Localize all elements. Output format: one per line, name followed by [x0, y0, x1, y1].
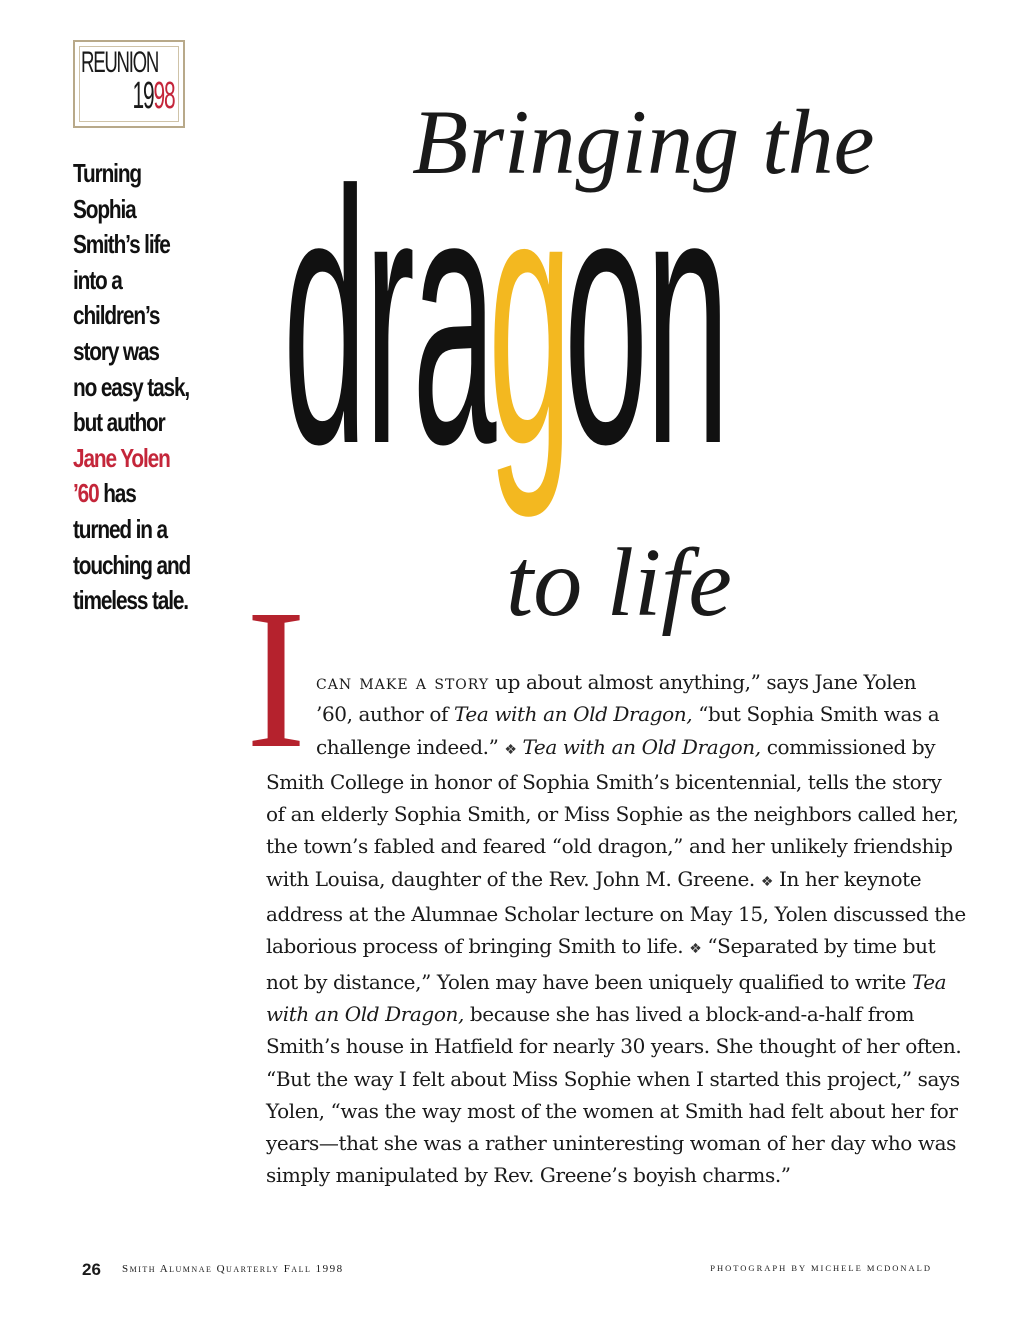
body-line: Yolen, “was the way most of the women at Smith had felt about her for — [266, 1098, 958, 1123]
deck-line: no easy task, — [73, 371, 190, 402]
drop-cap: I — [246, 569, 306, 790]
body-fragment: because she has lived a block-and-a-half from — [463, 1001, 915, 1026]
body-fragment: commissioned by — [760, 734, 936, 759]
headline-big-part-3: on — [563, 117, 727, 519]
ornament-icon: ❖ — [689, 941, 702, 958]
body-fragment: “Separated by time but — [701, 934, 936, 959]
logo-year-part-1: 19 — [132, 75, 154, 117]
body-fragment: up about almost anything,” says Jane Yolen — [489, 670, 917, 694]
body-fragment: not by distance,” Yolen may have been uniquely qualified to write — [266, 969, 912, 994]
headline-big-part-1: dra — [283, 117, 494, 519]
deck-line: turned in a — [73, 513, 167, 544]
book-title: Tea with an Old Dragon, — [516, 734, 761, 759]
publication-info: Smith Alumnae Quarterly Fall 1998 — [122, 1263, 344, 1275]
page-number: 26 — [82, 1260, 101, 1279]
body-line: Smith College in honor of Sophia Smith’s bicentennial, tells the story — [266, 769, 942, 794]
photo-credit: PHOTOGRAPH BY MICHELE MCDONALD — [710, 1263, 932, 1273]
deck-line: children’s — [73, 300, 160, 331]
page-footer — [82, 1260, 942, 1280]
headline-big-letter-g: g — [487, 117, 570, 519]
headline-big-word — [283, 117, 923, 519]
deck-class-year: ’60 — [73, 478, 99, 509]
deck-line: touching and — [73, 549, 191, 580]
body-fragment: with Louisa, daughter of the Rev. John M. Greene. — [266, 866, 761, 891]
deck-line-fragment: has — [98, 478, 136, 509]
reunion-1998-logo — [73, 40, 185, 128]
headline-bottom: to life — [506, 529, 732, 637]
lead-in-smallcaps: can make a story — [316, 670, 490, 694]
body-line: years—that she was a rather uninteresting woman of her day who was — [266, 1131, 957, 1156]
body-fragment: challenge indeed.” — [316, 734, 505, 759]
body-fragment: In her keynote — [773, 866, 922, 891]
deck-line: into a — [73, 264, 122, 295]
deck-line: but author — [73, 407, 165, 438]
deck-line: timeless tale. — [73, 585, 188, 616]
body-line — [266, 966, 947, 998]
deck-text — [73, 156, 209, 619]
body-line: address at the Alumnae Scholar lecture on May 15, Yolen discussed the — [266, 902, 966, 927]
body-line — [266, 731, 936, 766]
body-line — [266, 666, 931, 698]
deck-line: Sophia — [73, 193, 136, 224]
logo-year — [133, 76, 175, 116]
article-body — [266, 666, 966, 1192]
body-line: “But the way I felt about Miss Sophie when I started this project,” says — [266, 1066, 960, 1091]
ornament-icon: ❖ — [760, 873, 773, 890]
deck-line: Turning — [73, 158, 142, 188]
body-line — [266, 698, 940, 730]
body-line: simply manipulated by Rev. Greene’s boyish charms.” — [266, 1163, 791, 1188]
body-fragment: laborious process of bringing Smith to life. — [266, 934, 690, 959]
book-title: Tea — [911, 969, 947, 994]
body-line: of an elderly Sophia Smith, or Miss Sophie as the neighbors called her, — [266, 802, 959, 827]
deck-line: Smith’s life — [73, 229, 170, 260]
logo-year-part-2: 98 — [153, 75, 175, 117]
body-line: the town’s fabled and feared “old dragon,” and her unlikely friendship — [266, 834, 953, 859]
logo-word: REUNION — [81, 46, 159, 79]
headline-top: Bringing the — [412, 91, 875, 193]
body-line — [266, 863, 931, 898]
book-title: Tea with an Old Dragon, — [454, 702, 693, 727]
body-line: Smith’s house in Hatfield for nearly 30 years. She thought of her often. — [266, 1034, 962, 1059]
body-line — [266, 930, 936, 965]
body-fragment: ’60, author of — [316, 702, 455, 727]
body-line — [266, 998, 931, 1030]
book-title: with an Old Dragon, — [266, 1001, 464, 1026]
deck-line: story was — [73, 335, 159, 366]
deck-line — [73, 476, 209, 512]
body-fragment: “but Sophia Smith was a — [692, 702, 940, 727]
ornament-icon: ❖ — [504, 741, 517, 758]
deck-author-name: Jane Yolen — [73, 442, 170, 473]
